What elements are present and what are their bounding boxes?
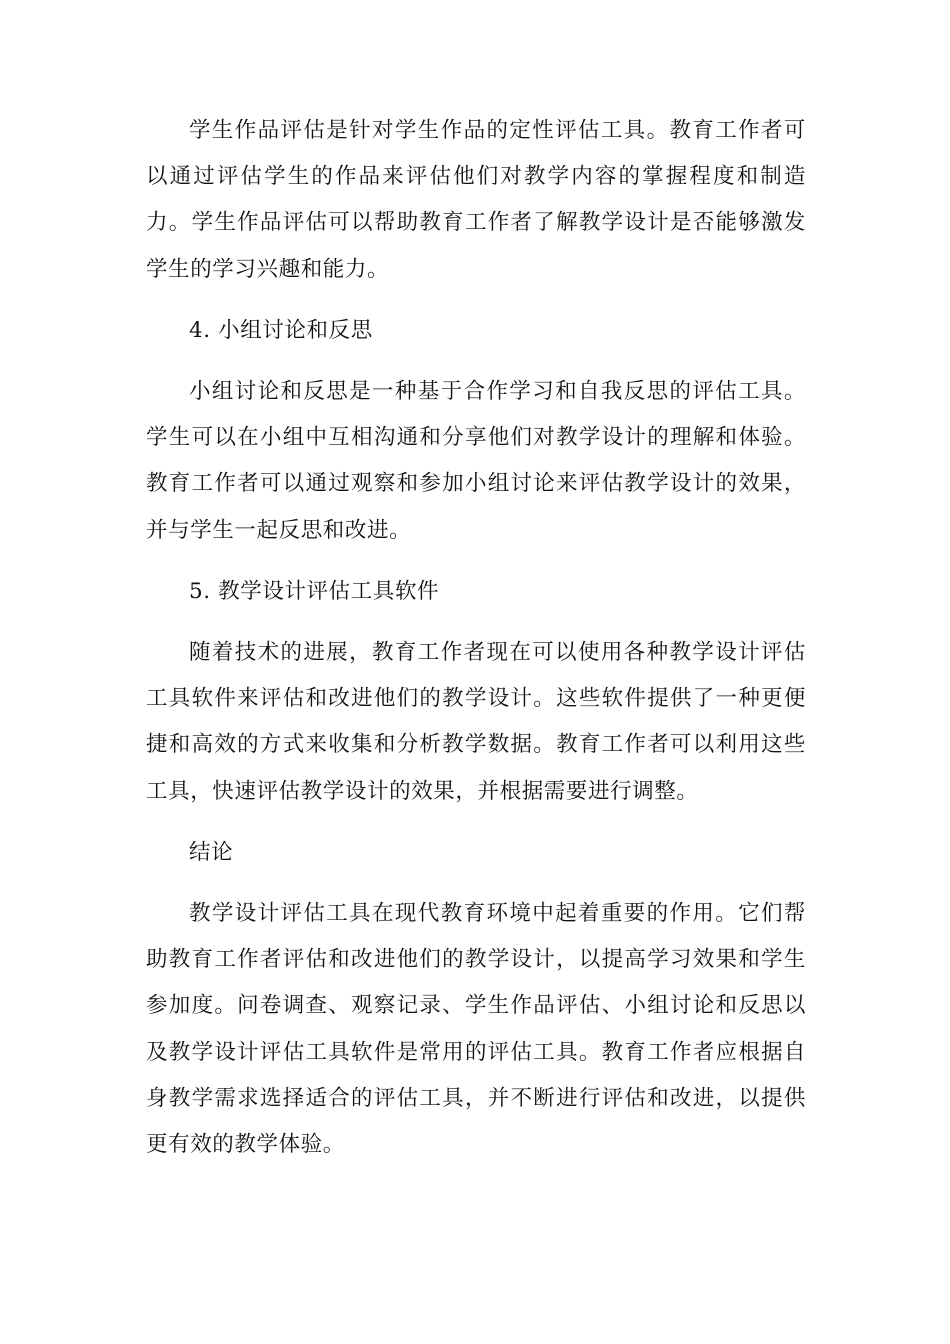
paragraph-assessment-software: 随着技术的进展，教育工作者现在可以使用各种教学设计评估工具软件来评估和改进他们的教学设计。这些软件提供了一种更便捷和高效的方式来收集和分析教学数据。教育工作者可以利用这些工具，快速评估教学设计的效果，并根据需要进行调整。 bbox=[146, 640, 806, 804]
paragraph-conclusion: 教学设计评估工具在现代教育环境中起着重要的作用。它们帮助教育工作者评估和改进他们的教学设计，以提高学习效果和学生参加度。问卷调查、观察记录、学生作品评估、小组讨论和反思以及教学设计评估工具软件是常用的评估工具。教育工作者应根据自身教学需求选择适合的评估工具，并不断进行评估和改进，以提供更有效的教学体验。 bbox=[146, 901, 806, 1158]
paragraph-group-discussion: 小组讨论和反思是一种基于合作学习和自我反思的评估工具。学生可以在小组中互相沟通和分享他们对教学设计的理解和体验。教育工作者可以通过观察和参加小组讨论来评估教学设计的效果，并与学生一起反思和改进。 bbox=[146, 379, 806, 543]
heading-assessment-software: 5. 教学设计评估工具软件 bbox=[189, 578, 440, 604]
document-body bbox=[146, 108, 806, 1183]
heading-group-discussion: 4. 小组讨论和反思 bbox=[189, 317, 373, 343]
heading-conclusion: 结论 bbox=[189, 839, 234, 865]
paragraph-student-work-assessment: 学生作品评估是针对学生作品的定性评估工具。教育工作者可以通过评估学生的作品来评估他们对教学内容的掌握程度和制造力。学生作品评估可以帮助教育工作者了解教学设计是否能够激发学生的学习兴趣和能力。 bbox=[146, 118, 806, 282]
